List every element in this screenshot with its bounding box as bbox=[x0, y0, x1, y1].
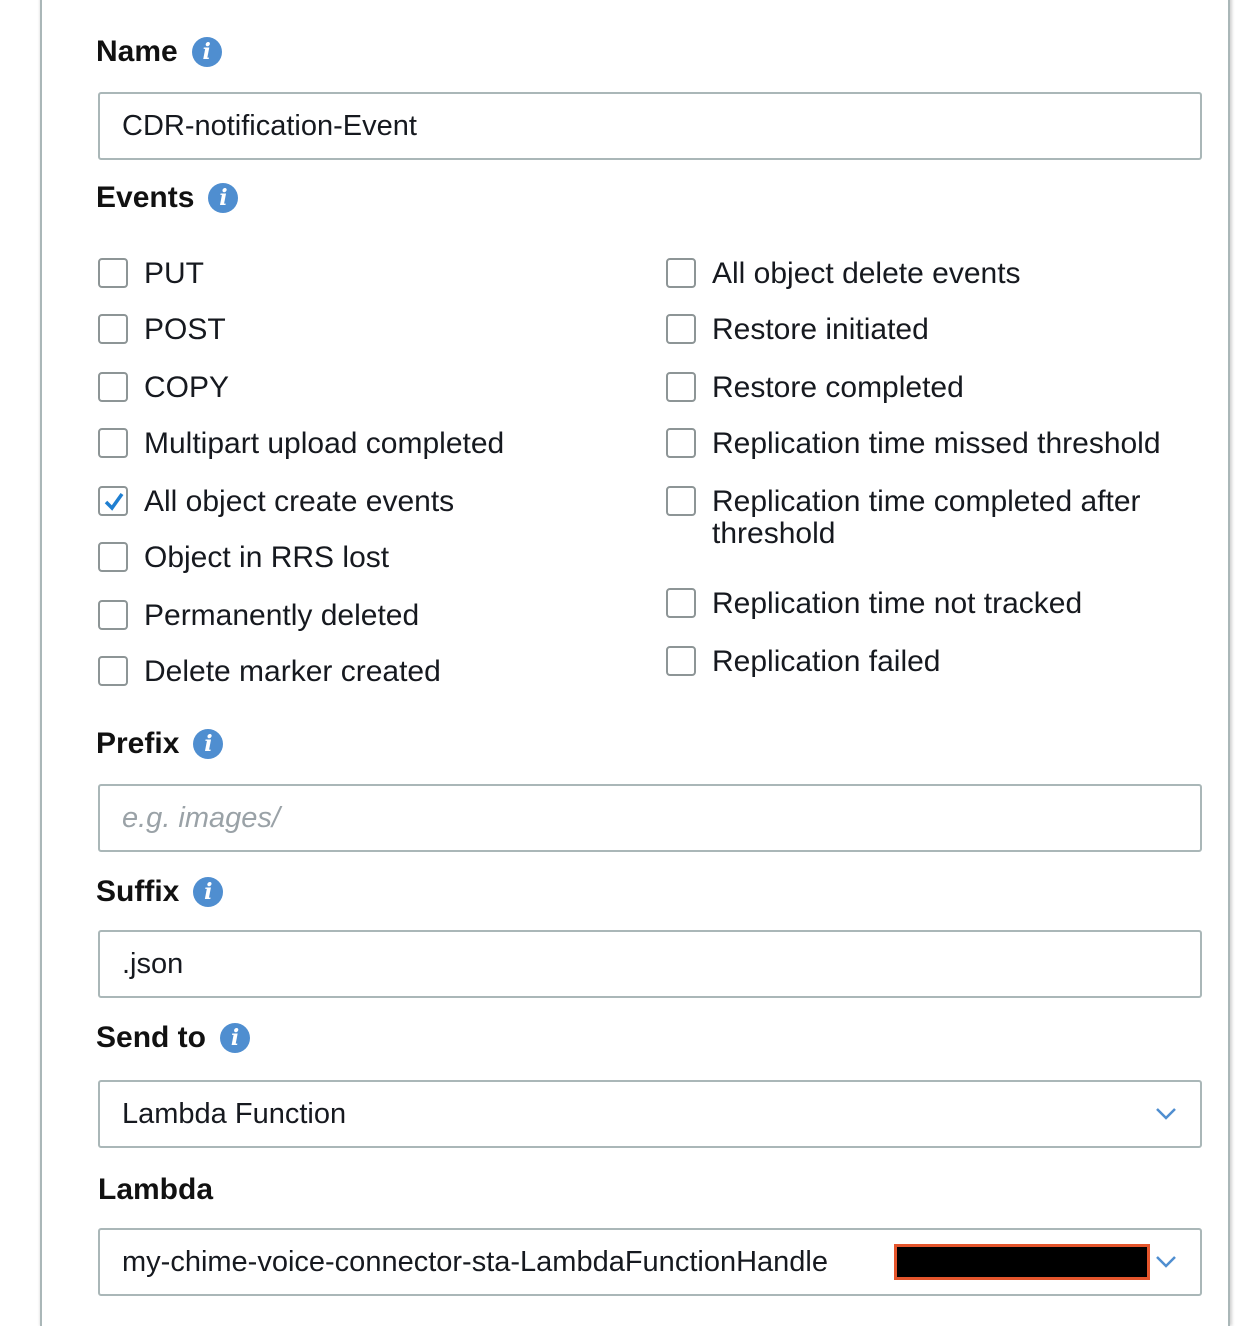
prefix-label: Prefix i bbox=[96, 726, 223, 762]
redaction-box bbox=[894, 1244, 1150, 1280]
event-checkbox-row[interactable] bbox=[666, 372, 1186, 404]
event-checkbox-label: Restore initiated bbox=[712, 313, 929, 346]
event-checkbox-row[interactable] bbox=[666, 258, 1186, 290]
checkbox[interactable] bbox=[666, 588, 696, 618]
prefix-field[interactable] bbox=[98, 784, 1202, 852]
lambda-label: Lambda bbox=[98, 1173, 214, 1206]
checkbox[interactable] bbox=[98, 428, 128, 458]
event-checkbox-row[interactable] bbox=[666, 314, 1186, 346]
suffix-label: Suffix i bbox=[96, 874, 223, 910]
info-icon[interactable]: i bbox=[192, 37, 222, 67]
event-checkbox-label: POST bbox=[144, 313, 226, 346]
event-checkbox-label: All object create events bbox=[144, 485, 455, 518]
checkbox[interactable] bbox=[666, 314, 696, 344]
checkbox[interactable] bbox=[666, 372, 696, 402]
send-to-value: Lambda Function bbox=[122, 1097, 347, 1130]
chevron-down-icon[interactable] bbox=[1154, 1250, 1178, 1274]
checkbox[interactable] bbox=[98, 372, 128, 402]
event-checkbox-row[interactable] bbox=[666, 646, 1186, 678]
event-checkbox-row[interactable] bbox=[666, 588, 1186, 620]
event-checkbox-label: Replication time not tracked bbox=[712, 587, 1083, 620]
lambda-value: my-chime-voice-connector-sta-LambdaFunctionHandle bbox=[122, 1245, 828, 1278]
checkbox-checked[interactable] bbox=[98, 486, 128, 516]
lambda-select[interactable] bbox=[98, 1228, 1202, 1296]
suffix-field[interactable] bbox=[98, 930, 1202, 998]
name-label: Name i bbox=[96, 34, 222, 70]
event-checkbox-label: Replication failed bbox=[712, 645, 941, 678]
event-checkbox-row[interactable] bbox=[98, 656, 638, 688]
checkbox[interactable] bbox=[98, 656, 128, 686]
checkmark-icon bbox=[102, 490, 126, 514]
checkbox[interactable] bbox=[98, 314, 128, 344]
info-icon[interactable]: i bbox=[208, 183, 238, 213]
checkbox[interactable] bbox=[98, 600, 128, 630]
event-checkbox-row[interactable] bbox=[98, 314, 638, 346]
send-to-select[interactable] bbox=[98, 1080, 1202, 1148]
event-checkbox-label: Replication time missed threshold bbox=[712, 427, 1161, 460]
events-label: Events i bbox=[96, 180, 238, 216]
event-checkbox-row[interactable] bbox=[98, 258, 638, 290]
info-icon[interactable]: i bbox=[220, 1023, 250, 1053]
event-checkbox-row[interactable] bbox=[666, 486, 1186, 550]
event-checkbox-row[interactable] bbox=[98, 542, 638, 574]
suffix-input[interactable] bbox=[122, 948, 1178, 981]
event-checkbox-label: Multipart upload completed bbox=[144, 427, 505, 460]
event-checkbox-label: Restore completed bbox=[712, 371, 964, 404]
chevron-down-icon[interactable] bbox=[1154, 1102, 1178, 1126]
event-checkbox-label: COPY bbox=[144, 371, 230, 404]
checkbox[interactable] bbox=[666, 486, 696, 516]
event-checkbox-label: PUT bbox=[144, 257, 204, 290]
event-checkbox-row[interactable] bbox=[98, 372, 638, 404]
checkbox[interactable] bbox=[666, 258, 696, 288]
checkbox[interactable] bbox=[666, 428, 696, 458]
info-icon[interactable]: i bbox=[193, 877, 223, 907]
send-to-label: Send to i bbox=[96, 1020, 250, 1056]
name-field[interactable] bbox=[98, 92, 1202, 160]
event-checkbox-label: Replication time completed after threshold bbox=[712, 485, 1141, 550]
prefix-input[interactable] bbox=[122, 802, 1178, 835]
checkbox[interactable] bbox=[666, 646, 696, 676]
event-checkbox-row[interactable] bbox=[98, 486, 638, 518]
checkbox[interactable] bbox=[98, 258, 128, 288]
info-icon[interactable]: i bbox=[193, 729, 223, 759]
event-checkbox-row[interactable] bbox=[98, 428, 638, 460]
event-checkbox-label: All object delete events bbox=[712, 257, 1021, 290]
event-checkbox-label: Permanently deleted bbox=[144, 599, 420, 632]
checkbox[interactable] bbox=[98, 542, 128, 572]
event-checkbox-label: Object in RRS lost bbox=[144, 541, 390, 574]
event-checkbox-row[interactable] bbox=[666, 428, 1186, 460]
event-checkbox-label: Delete marker created bbox=[144, 655, 441, 688]
name-input[interactable] bbox=[122, 110, 1178, 143]
event-checkbox-row[interactable] bbox=[98, 600, 638, 632]
